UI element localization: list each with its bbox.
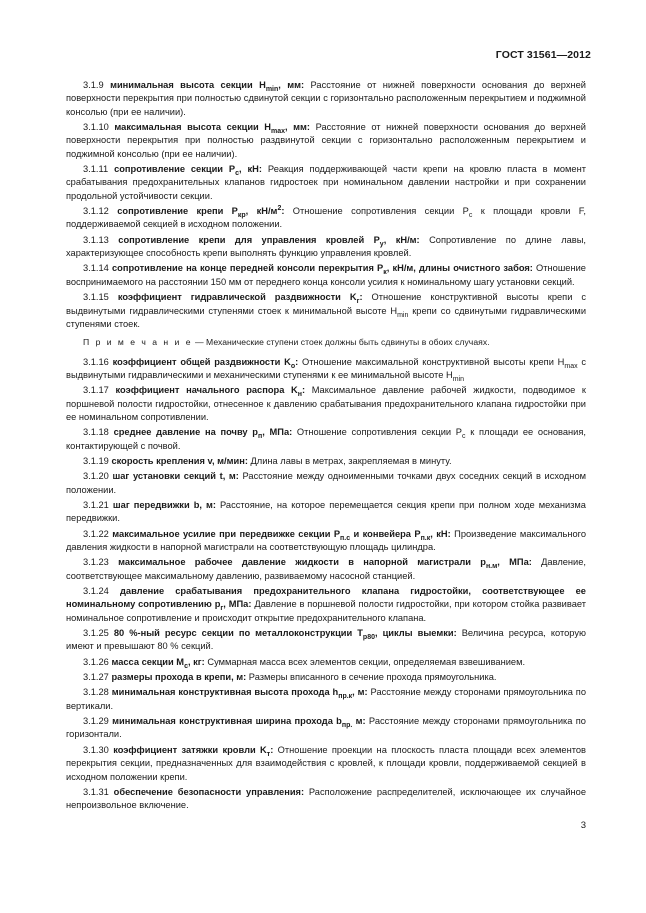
term-subscript: кр bbox=[237, 211, 246, 219]
definition-text: Расстояние, на которое перемещается секция крепи при полном ходе механизма передвижки. bbox=[66, 499, 586, 524]
term-unit: , кН/м: bbox=[383, 234, 420, 245]
definition-subscript: с bbox=[462, 433, 466, 441]
term bbox=[114, 122, 311, 135]
note bbox=[66, 336, 586, 349]
term-unit: и конвейера P bbox=[350, 528, 421, 539]
term bbox=[114, 787, 304, 797]
term-unit: , мм: bbox=[278, 80, 305, 90]
term-text: минимальная высота секции H bbox=[110, 80, 266, 90]
definition-text: Отношение конструктивной высоты крепи с выдвинутыми гидравлическими ступенями стоек к минимальной высоте H bbox=[66, 292, 586, 316]
term-subscript-2: п.к bbox=[420, 534, 431, 542]
term-unit: , МПа: bbox=[262, 427, 293, 438]
term-text: максимальная высота секции H bbox=[114, 122, 272, 133]
term bbox=[110, 80, 305, 93]
item-number: 3.1.11 bbox=[83, 164, 109, 175]
definition-item bbox=[66, 121, 586, 161]
term-text: минимальная конструктивная высота прохода h bbox=[111, 687, 339, 698]
term-subscript: п.с bbox=[340, 534, 351, 542]
definition-item bbox=[66, 426, 586, 453]
term bbox=[113, 628, 457, 641]
item-number: 3.1.13 bbox=[83, 234, 109, 245]
definition-text-end: с выдвинутыми гидравлическими и механическими ступенями к ее минимальной высоте H bbox=[66, 356, 586, 380]
term-unit: , кН/м, длины очистного забоя: bbox=[386, 263, 533, 274]
term-subscript: н bbox=[297, 391, 302, 399]
item-number: 3.1.16 bbox=[83, 356, 109, 367]
term bbox=[114, 164, 262, 177]
term-text: коэффициент затяжки кровли K bbox=[113, 744, 267, 755]
definition-text-end: к площади ее основания, контактирующей с почвой. bbox=[66, 427, 586, 451]
definition-text: Максимальное давление рабочей жидкости, подводимое к поршневой полости гидростойки, отнесенное к давлению срабатывания предохранительного клапана гидростойки при ее номинальном сопротивлении. bbox=[66, 385, 586, 422]
item-number: 3.1.26 bbox=[83, 656, 109, 667]
term-superscript: 2 bbox=[277, 205, 282, 212]
item-number: 3.1.23 bbox=[83, 557, 109, 568]
item-number: 3.1.17 bbox=[83, 385, 109, 396]
term bbox=[112, 528, 451, 542]
term bbox=[113, 471, 239, 481]
term-unit-2: , кН: bbox=[430, 528, 451, 539]
term-unit: , м: bbox=[199, 499, 216, 510]
note-text: — Механические ступени стоек должны быть сдвинуты в обоих случаях. bbox=[192, 337, 490, 348]
term-text: максимальное рабочее давление жидкости в напорной магистрали p bbox=[118, 557, 486, 568]
term bbox=[113, 427, 293, 441]
term bbox=[115, 385, 306, 399]
term-text: обеспечение безопасности управления bbox=[113, 786, 301, 797]
definition-text: Расположение распределителей, исключающее их случайное непроизвольное включение. bbox=[66, 786, 586, 811]
definition-item bbox=[66, 455, 586, 468]
term-subscript: т bbox=[266, 750, 271, 758]
term bbox=[112, 716, 366, 729]
definition-item bbox=[66, 585, 586, 625]
definition-text: Реакция поддерживающей части крепи на кровлю пласта в момент срабатывания предохранительных клапанов гидростоек при номинальном давлении настройки и при сохранении продольной устойчивости секции. bbox=[66, 164, 586, 201]
term-text: масса секции M bbox=[111, 656, 185, 667]
term-unit: , кН/м bbox=[245, 206, 278, 217]
term-text: минимальная конструктивная ширина прохода b bbox=[112, 716, 342, 727]
definition-text: Суммарная масса всех элементов секции, определяемая взвешиванием. bbox=[204, 656, 526, 667]
term-text: коэффициент начального распора K bbox=[115, 385, 298, 396]
definition-text: Расстояние между сторонами прямоугольника по вертикали. bbox=[66, 687, 586, 711]
term-unit: м: bbox=[352, 716, 366, 727]
term bbox=[111, 456, 247, 466]
term-text: давление срабатывания предохранительного клапана гидростойки, соответствующее ее номинальному сопротивлению p bbox=[66, 586, 586, 610]
term-unit: , мм: bbox=[285, 122, 311, 133]
term bbox=[111, 687, 368, 701]
definition-text: Расстояние от нижней поверхности основания до верхней поверхности перекрытия при полностью сдвинутой секции с горизонтально расположенным перекрытием и поджимной консолью (при ее наличии). bbox=[66, 80, 586, 117]
definition-item bbox=[66, 79, 586, 119]
term-unit: , м: bbox=[352, 687, 368, 698]
definitions-list-1 bbox=[66, 79, 586, 331]
term-text: шаг передвижки b bbox=[112, 499, 200, 510]
definition-subscript: с bbox=[468, 211, 473, 219]
definition-text: Отношение сопротивления секции P bbox=[284, 206, 469, 217]
term-unit: : bbox=[295, 356, 299, 367]
definition-item bbox=[66, 234, 586, 261]
item-number: 3.1.25 bbox=[83, 628, 109, 639]
definition-text: Размеры вписанного в сечение прохода прямоугольника. bbox=[246, 672, 497, 683]
term-subscript: о bbox=[290, 362, 296, 370]
item-number: 3.1.30 bbox=[83, 744, 109, 755]
term-text: 80 %-ный ресурс секции по металлоконструкции T bbox=[113, 628, 363, 639]
term bbox=[118, 234, 420, 248]
definition-text: Отношение максимальной конструктивной высоты крепи H bbox=[298, 356, 565, 367]
definition-text: Расстояние между одноименными точками двух соседних секций в исходном положении. bbox=[66, 471, 587, 495]
item-number: 3.1.20 bbox=[83, 471, 109, 482]
term-text: сопротивление крепи для управления кровлей P bbox=[118, 234, 380, 245]
term-text: сопротивление на конце передней консоли перекрытия P bbox=[112, 263, 384, 274]
definition-item bbox=[66, 671, 586, 684]
term-text: скорость крепления v bbox=[111, 455, 212, 466]
definition-text: Давление в поршневой полости гидростойки, при котором стойка развивает номинальное сопротивление и происходит открытие предохранительного клапана. bbox=[66, 599, 586, 623]
definition-subscript: min bbox=[397, 311, 409, 319]
definition-item bbox=[66, 356, 586, 383]
definition-item bbox=[66, 499, 586, 526]
definition-item bbox=[66, 786, 586, 813]
term-text: среднее давление на почву p bbox=[113, 427, 258, 438]
term-unit: , м/мин: bbox=[211, 455, 248, 466]
term-unit: , м: bbox=[231, 672, 247, 683]
item-number: 3.1.31 bbox=[83, 786, 109, 797]
term-subscript: с bbox=[184, 662, 188, 670]
term-text: сопротивление секции P bbox=[114, 164, 236, 175]
definition-text: Отношение сопротивления секции P bbox=[292, 427, 462, 438]
item-number: 3.1.14 bbox=[83, 263, 109, 274]
item-number: 3.1.12 bbox=[83, 206, 109, 217]
item-number: 3.1.29 bbox=[83, 716, 109, 727]
definition-item bbox=[66, 470, 586, 497]
term-subscript: max bbox=[271, 127, 286, 135]
term bbox=[113, 744, 274, 758]
definition-item bbox=[66, 656, 586, 669]
term-unit: , кг: bbox=[187, 656, 205, 667]
term bbox=[117, 292, 363, 306]
term-subscript: г bbox=[356, 298, 360, 306]
term-unit: , м: bbox=[222, 471, 239, 482]
term-text: размеры прохода в крепи bbox=[111, 672, 232, 683]
term bbox=[111, 656, 205, 670]
item-number: 3.1.18 bbox=[83, 427, 109, 438]
term-unit: , МПа: bbox=[497, 557, 532, 568]
definition-text: Расстояние между сторонами прямоугольника по горизонтали. bbox=[66, 716, 586, 740]
definition-item bbox=[66, 291, 586, 331]
definition-text-end: к площади кровли F, поддерживаемой секцией в исходном положении. bbox=[66, 206, 586, 230]
term-unit: : bbox=[270, 744, 274, 755]
definition-item bbox=[66, 528, 586, 555]
definition-item bbox=[66, 715, 586, 742]
term-text: сопротивление крепи P bbox=[117, 206, 238, 217]
term-unit-2: : bbox=[281, 206, 285, 217]
term-unit: : bbox=[359, 292, 363, 303]
definition-text: Длина лавы в метрах, закрепляемая в минуту. bbox=[247, 455, 452, 466]
term-subscript: р80 bbox=[362, 633, 375, 641]
term-subscript: min bbox=[265, 85, 279, 93]
definition-item bbox=[66, 686, 586, 713]
item-number: 3.1.22 bbox=[83, 528, 109, 539]
term-text: шаг установки секций t bbox=[112, 471, 223, 482]
term bbox=[112, 263, 533, 277]
item-number: 3.1.15 bbox=[83, 292, 109, 303]
definition-text: Отношение проекции на плоскость пласта площади всех элементов перекрытия секции, предназначенных для взаимодействия с кровлей, к площади кровли, поддерживаемой секцией в исходном положении крепи. bbox=[66, 744, 586, 782]
term-unit: , кН: bbox=[239, 164, 262, 175]
definition-item bbox=[66, 384, 586, 424]
term-unit: , циклы выемки: bbox=[374, 628, 457, 639]
term-subscript: пр. bbox=[341, 721, 353, 729]
term-unit: : bbox=[300, 786, 305, 797]
page-number: 3 bbox=[580, 820, 586, 831]
term-unit: : bbox=[301, 385, 306, 396]
definition-item bbox=[66, 205, 586, 232]
definition-text: Величина ресурса, которую имеют и превышают 80 % секций. bbox=[66, 628, 586, 652]
term-subscript: к bbox=[383, 269, 387, 277]
definition-item bbox=[66, 262, 586, 289]
definition-subscript: max bbox=[564, 362, 578, 370]
document-header: ГОСТ 31561—2012 bbox=[495, 49, 591, 61]
definition-text: Отношение воспринимаемого на расстоянии 150 мм от переднего конца консоли усилия к номинальному шагу установки секций. bbox=[66, 263, 586, 287]
term-text: максимальное усилие при передвижке секции P bbox=[112, 528, 341, 539]
term-subscript: у bbox=[379, 240, 384, 248]
term-subscript: с bbox=[235, 169, 240, 177]
item-number: 3.1.21 bbox=[83, 499, 109, 510]
definition-text: Давление, соответствующее максимальному давлению, развиваемому насосной станцией. bbox=[66, 557, 587, 581]
term-text: коэффициент гидравлической раздвижности K bbox=[117, 292, 357, 303]
definitions-list-2 bbox=[66, 356, 586, 813]
term-text: коэффициент общей раздвижности K bbox=[112, 356, 291, 367]
item-number: 3.1.19 bbox=[83, 455, 109, 466]
item-number: 3.1.27 bbox=[83, 672, 109, 683]
document-body bbox=[66, 79, 586, 815]
term bbox=[113, 500, 216, 510]
definition-text: Произведение максимального давления жидкости в напорной магистрали на соответствующую площадь цилиндра. bbox=[66, 528, 586, 552]
note-label: П р и м е ч а н и е bbox=[83, 337, 193, 348]
definition-item bbox=[66, 744, 586, 784]
term-unit: , МПа: bbox=[223, 599, 252, 610]
term-subscript: г bbox=[220, 605, 224, 613]
definition-text: Сопротивление по длине лавы, характеризующее способность крепи выполнять функцию управления кровлей. bbox=[66, 234, 587, 259]
term bbox=[112, 356, 299, 370]
item-number: 3.1.24 bbox=[83, 586, 109, 597]
term-subscript: п bbox=[258, 433, 263, 441]
term-subscript: н.м bbox=[485, 563, 498, 571]
definition-item bbox=[66, 163, 586, 203]
term-subscript: пр.к bbox=[338, 693, 353, 701]
definition-item bbox=[66, 556, 586, 583]
item-number: 3.1.10 bbox=[83, 122, 109, 133]
item-number: 3.1.9 bbox=[83, 80, 104, 90]
definition-text: Расстояние от нижней поверхности основания до верхней поверхности перекрытия при полностью раздвинутой секции с горизонтально расположенным перекрытием и поджимной консолью (при ее наличии). bbox=[66, 122, 586, 159]
item-number: 3.1.28 bbox=[83, 687, 109, 698]
term bbox=[118, 557, 532, 571]
definition-subscript-2: min bbox=[452, 375, 464, 383]
definition-text-end: крепи со сдвинутыми гидравлическими ступенями стоек. bbox=[66, 305, 587, 329]
term bbox=[111, 672, 246, 682]
definition-item bbox=[66, 627, 586, 654]
term bbox=[117, 205, 285, 219]
